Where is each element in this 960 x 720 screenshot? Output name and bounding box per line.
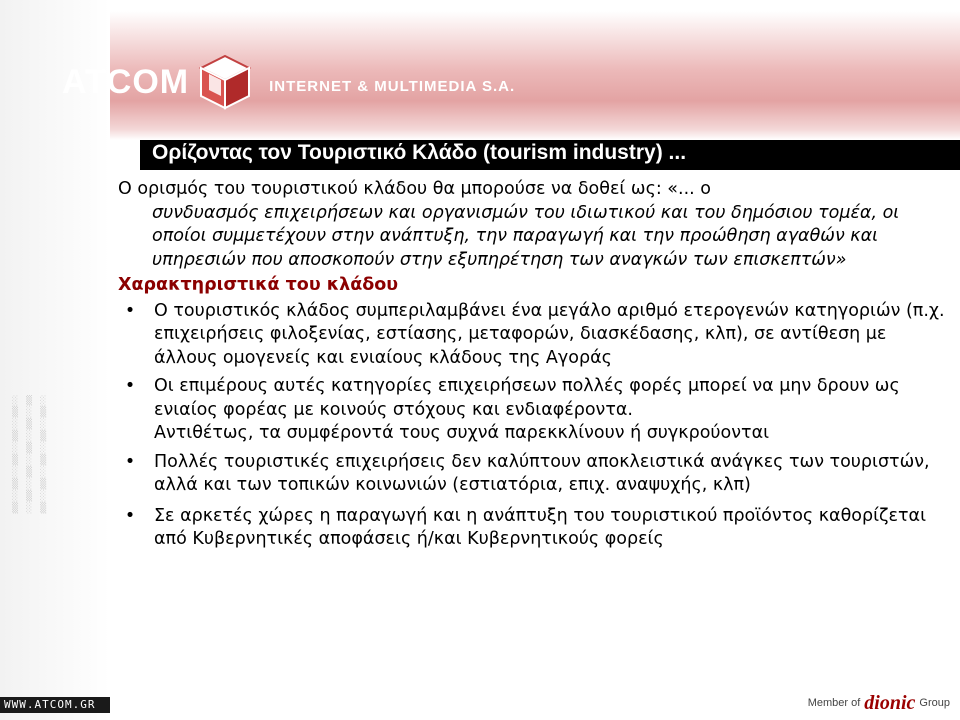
- bullet-item: [118, 300, 948, 371]
- footer-url-bar: [0, 697, 110, 713]
- bullet-marker: •: [124, 376, 136, 396]
- slide-title-bar: [140, 140, 960, 170]
- group-label: Group: [919, 697, 950, 709]
- bullet-marker: •: [124, 505, 136, 526]
- slide-title: Ορίζοντας τον Τουριστικό Κλάδο (tourism industry) ...: [152, 141, 687, 164]
- left-strip-watermark: ░ ▒ ░ ▒ ░ ▒ ░ ▒ ░ ▒ ░ ▒ ░ ▒ ░ ▒ ░ ▒ ░ ▒ ░ ▒ ░ ▒ ░ ▒ ░ ▒ ░ ▒: [12, 395, 48, 514]
- group-membership-logo: [808, 692, 950, 714]
- section-subheading: Χαρακτηριστικά του κλάδου: [118, 275, 399, 295]
- bullet-marker: •: [124, 300, 136, 321]
- bullet-item: [118, 505, 948, 552]
- dionic-wordmark: dionic: [864, 691, 916, 714]
- bullet-continuation: Αντιθέτως, τα συμφέροντά τους συχνά παρεκκλίνουν ή συγκρούονται: [154, 423, 770, 443]
- cube-emblem-icon: [195, 52, 255, 112]
- slide-body: [118, 178, 948, 552]
- intro-lead: Ο ορισμός του τουριστικού κλάδου θα μπορούσε να δοθεί ως: «... ο: [118, 179, 711, 199]
- bullet-text: Σε αρκετές χώρες η παραγωγή και η ανάπτυξη του τουριστικού προϊόντος καθορίζεται από Κυβερνητικές αποφάσεις ή/και Κυβερνητικούς φορείς: [154, 505, 927, 549]
- bullet-item: [118, 451, 948, 498]
- bullet-text: Οι επιμέρους αυτές κατηγορίες επιχειρήσεων πολλές φορές μπορεί να μην δρουν ως ενιαίος φορέας με κοινούς στόχους και ενδιαφέροντα.: [154, 376, 900, 420]
- logo-wordmark: ATCOM: [62, 62, 190, 101]
- logo-tagline: INTERNET & MULTIMEDIA S.A.: [269, 77, 516, 95]
- intro-quote: συνδυασμός επιχειρήσεων και οργανισμών του ιδιωτικού και του δημόσιου τομέα, οι οποίοι συμμετέχουν στην ανάπτυξη, την παραγωγή και την προώθηση αγαθών και υπηρεσιών που αποσκοπούν στην εξυπηρέτηση των αναγκών των επισκεπτών»: [152, 202, 900, 270]
- member-of-label: Member of: [807, 697, 861, 709]
- bullet-item: [118, 375, 948, 422]
- bullet-text: Ο τουριστικός κλάδος συμπεριλαμβάνει ένα μεγάλο αριθμό ετερογενών κατηγοριών (π.χ. επιχειρήσεις φιλοξενίας, εστίασης, μεταφορών, διασκέδασης, κλπ), σε αντίθεση με άλλους ομογενείς και ενιαίους κλάδους της Αγοράς: [154, 300, 945, 368]
- bullet-marker: •: [124, 451, 136, 472]
- atcom-logo: [62, 52, 515, 112]
- bullet-text: Πολλές τουριστικές επιχειρήσεις δεν καλύπτουν αποκλειστικά ανάγκες των τουριστών, αλλά και των τοπικών κοινωνιών (εστιατόρια, επιχ. αναψυχής, κλπ): [154, 451, 930, 495]
- footer-url: WWW.ATCOM.GR: [4, 698, 96, 711]
